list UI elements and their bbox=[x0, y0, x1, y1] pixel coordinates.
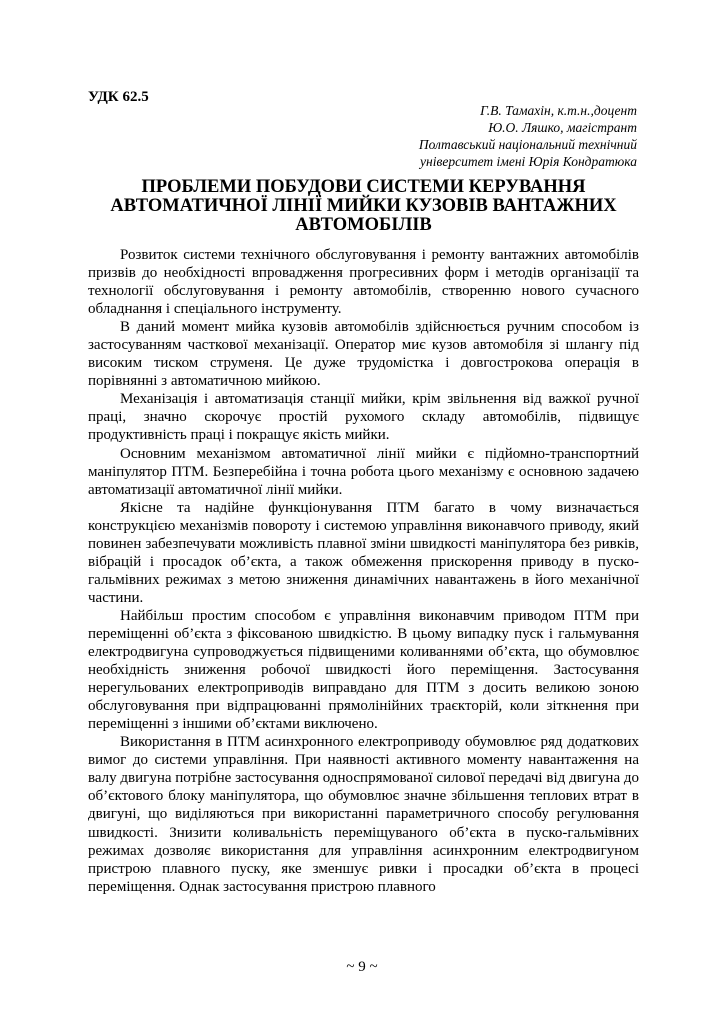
affiliation-line: Полтавський національний технічний bbox=[418, 137, 637, 152]
author-line: Ю.О. Ляшко, магістрант bbox=[488, 120, 637, 135]
title-line: АВТОМАТИЧНОЇ ЛІНІЇ МИЙКИ КУЗОВІВ ВАНТАЖНИХ bbox=[110, 196, 617, 216]
paper-title bbox=[88, 178, 639, 235]
title-line: ПРОБЛЕМИ ПОБУДОВИ СИСТЕМИ КЕРУВАННЯ bbox=[141, 177, 586, 197]
paragraph: Використання в ПТМ асинхронного електроприводу обумовлює ряд додаткових вимог до системи управління. При наявності активного моменту навантаження на валу двигуна потрібне застосування односпрямованої силової передачі від двигуна до об’єктового блоку маніпулятора, що обумовлює значне збільшення теплових втрат в двигуні, що виділяються при використанні параметричного способу регулювання швидкості. Знизити коливальність переміщуваного об’єкта в пуско-гальмівних режимах дозволяє використання для управління асинхронним електродвигуном пристрою плавного пуску, яке зменшує ривки і просадки об’єкта в процесі переміщення. Однак застосування пристрою плавного bbox=[88, 734, 639, 895]
title-line: АВТОМОБІЛІВ bbox=[295, 215, 432, 235]
body-text bbox=[88, 246, 639, 896]
udk-code: УДК 62.5 bbox=[88, 89, 149, 105]
author-line: Г.В. Тамахін, к.т.н.,доцент bbox=[480, 103, 637, 118]
paragraph: Розвиток системи технічного обслуговування і ремонту вантажних автомобілів призвів до необхідності впровадження прогресивних форм і методів організації та технології обслуговування і ремонту автомобілів, створенню нового сучасного обладнання і спеціального інструменту. bbox=[88, 247, 639, 318]
paragraph: В даний момент мийка кузовів автомобілів здійснюється ручним способом із застосуванням часткової механізації. Оператор миє кузов автомобіля зі шлангу під високим тиском струменя. Це дуже трудомістка і довгострокова операція в порівнянні з автоматичною мийкою. bbox=[88, 319, 639, 390]
paragraph: Якісне та надійне функціонування ПТМ багато в чому визначається конструкцією механізмів повороту і системою управління виконавчого приводу, який повинен забезпечувати можливість плавної зміни швидкості маніпулятора без ривків, вібрацій і просадок об’єкта, а також обмеження прискорення приводу в пуско-гальмівних режимах з метою зниження динамічних навантажень в його механічної частини. bbox=[88, 499, 639, 606]
paragraph: Найбільш простим способом є управління виконавчим приводом ПТМ при переміщенні об’єкта з фіксованою швидкістю. В цьому випадку пуск і гальмування електродвигуна супроводжується підвищеними коливаннями об’єкта, що обумовлює необхідність зниження робочої швидкості його переміщення. Застосування нерегульованих електроприводів виправдано для ПТМ з досить великою зоною обслуговування при відпрацюванні прямолінійних траєкторій, коли зіткнення при переміщенні з іншими об’єктами виключено. bbox=[88, 607, 639, 733]
author-block bbox=[217, 102, 637, 170]
page-number: ~ 9 ~ bbox=[346, 959, 378, 975]
paragraph: Механізація і автоматизація станції мийки, крім звільнення від важкої ручної праці, значно скорочує простій рухомого складу автомобілів, підвищує продуктивність праці і покращує якість мийки. bbox=[88, 391, 639, 444]
paragraph: Основним механізмом автоматичної лінії мийки є підйомно-транспортний маніпулятор ПТМ. Безперебійна і точна робота цього механізму є основною задачею автоматизації автоматичної лінії мийки. bbox=[88, 445, 639, 498]
affiliation-line: університет імені Юрія Кондратюка bbox=[420, 154, 637, 169]
